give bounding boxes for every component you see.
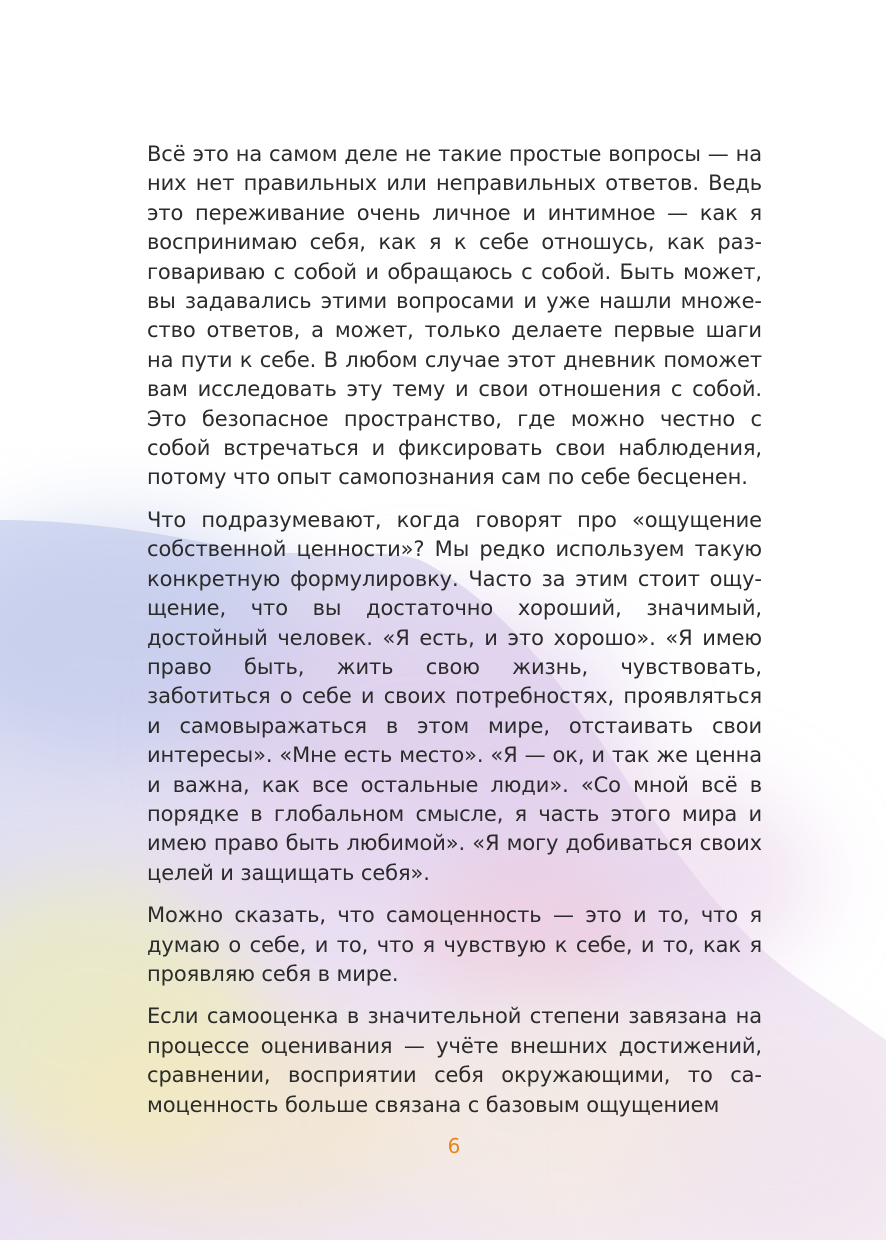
page-number: 6 [447, 1134, 461, 1158]
body-text [147, 140, 762, 1133]
paragraph-2: Что подразумевают, когда говорят про «ощущение собственной ценности»? Мы редко используем такую конкретную формулировку. Часто за этим стоит ощущение, что вы достаточно хороший, значимый, достойный человек. «Я есть, и это хорошо». «Я имею право быть, жить свою жизнь, чувствовать, заботиться о себе и своих потребностях, проявляться и самовыражаться в этом мире, отстаивать свои интересы». «Мне есть место». «Я — ок, и так же ценна и важна, как все остальные люди». «Со мной всё в порядке в глобальном смысле, я часть этого мира и имею право быть любимой». «Я могу добиваться своих целей и защищать себя». [147, 507, 762, 885]
paragraph-1: Всё это на самом деле не такие простые вопросы — на них нет правильных или неправильных ответов. Ведь это переживание очень личное и интимное — как я воспринимаю себя, как я к себе отношусь, как разговариваю с собой и обращаюсь с собой. Быть может, вы задавались этими вопросами и уже нашли множество ответов, а может, только делаете первые шаги на пути к себе. В любом случае этот дневник поможет вам исследовать эту тему и свои отношения с собой. Это безопасное пространство, где можно честно с собой встречаться и фиксировать свои наблюдения, потому что опыт самопознания сам по себе бесценен. [147, 142, 762, 490]
paragraph-3: Можно сказать, что самоценность — это и то, что я думаю о себе, и то, что я чувствую к себе, и то, как я проявляю себя в мире. [147, 903, 762, 986]
paragraph-4: Если самооценка в значительной степени завязана на процессе оценивания — учёте внешних достижений, сравнении, восприятии себя окружающими, то самоценность больше связана с базовым ощущением [147, 1004, 762, 1117]
